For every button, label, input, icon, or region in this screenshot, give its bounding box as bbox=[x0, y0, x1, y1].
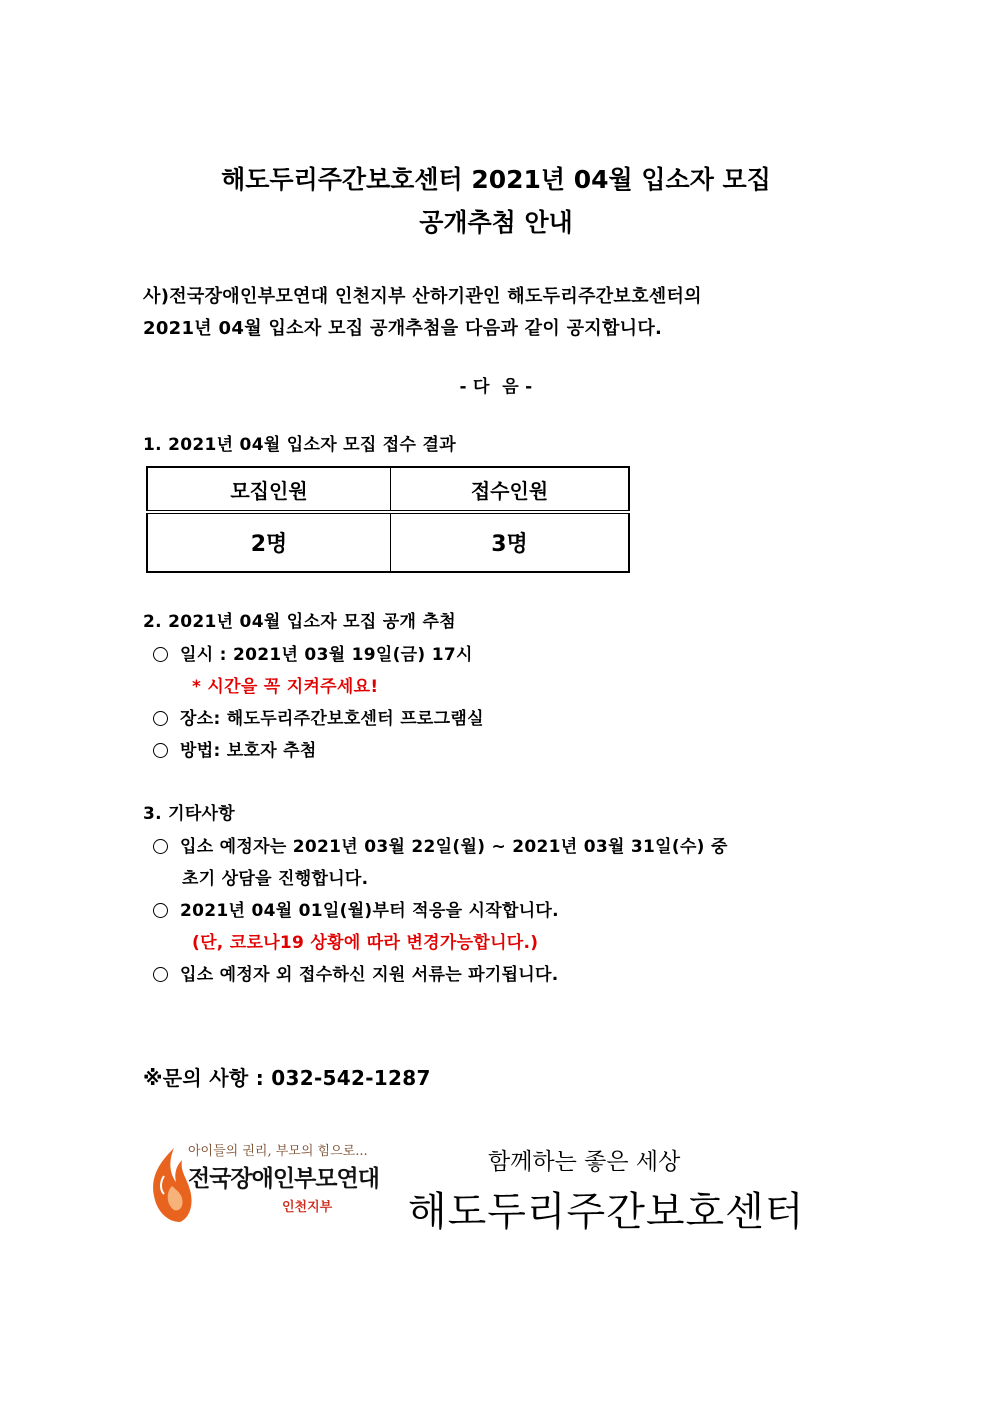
separator-label: - 다 음 - bbox=[459, 377, 533, 397]
consult-period: 입소 예정자는 2021년 03월 22일(월) ~ 2021년 03월 31일(수) 중 bbox=[180, 837, 728, 857]
time-notice: * 시간을 꼭 지켜주세요! bbox=[192, 677, 379, 697]
consult-period-cont: 초기 상담을 진행합니다. bbox=[182, 869, 369, 889]
result-table bbox=[146, 466, 630, 573]
footer-slogan: 함께하는 좋은 세상 bbox=[488, 1149, 681, 1175]
table-cell: 3명 bbox=[491, 532, 528, 557]
list-item bbox=[153, 704, 484, 729]
circle-bullet-icon bbox=[153, 743, 168, 758]
list-item bbox=[153, 960, 559, 985]
logo-branch: 인천지부 bbox=[282, 1200, 333, 1215]
section2-heading: 2. 2021년 04월 입소자 모집 공개 추첨 bbox=[143, 612, 456, 632]
inquiry-contact: ※문의 사항 : 032-542-1287 bbox=[143, 1066, 431, 1090]
document-title-line1: 해도두리주간보호센터 2021년 04월 입소자 모집 bbox=[221, 165, 771, 194]
table-cell: 2명 bbox=[147, 512, 391, 572]
organization-logo bbox=[150, 1140, 379, 1230]
table-header-cell: 모집인원 bbox=[147, 467, 391, 512]
list-item bbox=[153, 736, 317, 761]
circle-bullet-icon bbox=[153, 647, 168, 662]
intro-line2: 2021년 04월 입소자 모집 공개추첨을 다음과 같이 공지합니다. bbox=[143, 318, 663, 339]
circle-bullet-icon bbox=[153, 903, 168, 918]
intro-line1: 사)전국장애인부모연대 인천지부 산하기관인 해도두리주간보호센터의 bbox=[143, 286, 702, 307]
document-title-line2: 공개추첨 안내 bbox=[419, 208, 573, 237]
section1-heading: 1. 2021년 04월 입소자 모집 접수 결과 bbox=[143, 435, 456, 455]
covid-notice: (단, 코로나19 상황에 따라 변경가능합니다.) bbox=[192, 933, 539, 953]
table-header-row bbox=[147, 467, 629, 512]
circle-bullet-icon bbox=[153, 967, 168, 982]
circle-bullet-icon bbox=[153, 711, 168, 726]
table-header-cell: 접수인원 bbox=[391, 467, 630, 512]
logo-tagline: 아이들의 권리, 부모의 힘으로... bbox=[188, 1144, 368, 1159]
list-item bbox=[153, 640, 473, 665]
logo-name: 전국장애인부모연대 bbox=[188, 1166, 379, 1192]
footer-center-name: 해도두리주간보호센터 bbox=[408, 1189, 805, 1235]
table-row bbox=[147, 512, 629, 572]
list-item bbox=[153, 896, 559, 921]
document-disposal: 입소 예정자 외 접수하신 지원 서류는 파기됩니다. bbox=[180, 965, 559, 985]
list-item bbox=[153, 832, 728, 857]
lottery-date: 일시 : 2021년 03월 19일(금) 17시 bbox=[180, 645, 473, 665]
section3-heading: 3. 기타사항 bbox=[143, 804, 235, 824]
lottery-method: 방법: 보호자 추첨 bbox=[180, 741, 317, 761]
circle-bullet-icon bbox=[153, 839, 168, 854]
lottery-place: 장소: 해도두리주간보호센터 프로그램실 bbox=[180, 709, 484, 729]
adaptation-start: 2021년 04월 01일(월)부터 적응을 시작합니다. bbox=[180, 901, 559, 921]
